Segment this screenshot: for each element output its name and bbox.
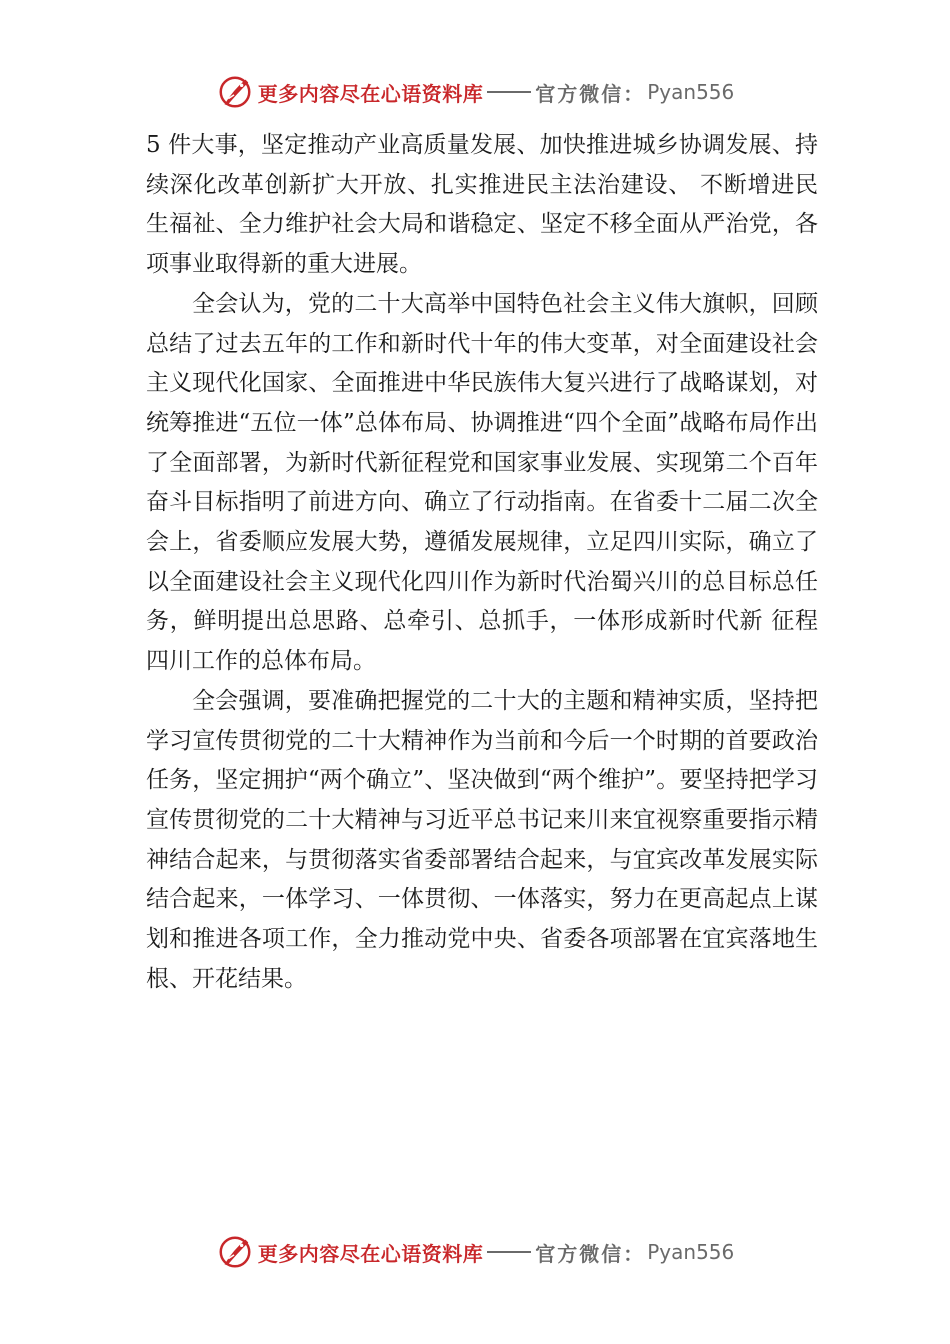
document-body <box>146 126 818 999</box>
pen-nib-circle-logo-icon <box>216 73 254 111</box>
footer-dash-divider <box>487 1251 531 1253</box>
paragraph-1: 5 件大事，坚定推动产业高质量发展、加快推进城乡协调发展、持续深化改革创新扩大开放、扎实推进民主法治建设、 不断增进民生福祉、全力维护社会大局和谐稳定、坚定不移全面从严治党，各项事业取得新的重大进展。 <box>146 132 818 278</box>
footer-wechat-id: Pyan556 <box>647 1240 735 1264</box>
footer-banner <box>0 1232 950 1272</box>
header-banner <box>0 72 950 112</box>
paragraph-2: 全会认为，党的二十大高举中国特色社会主义伟大旗帜，回顾总结了过去五年的工作和新时代十年的伟大变革，对全面建设社会主义现代化国家、全面推进中华民族伟大复兴进行了战略谋划，对统筹推进“五位一体”总体布局、协调推进“四个全面”战略布局作出了全面部署，为新时代新征程党和国家事业发展、实现第二个百年奋斗目标指明了前进方向、确立了行动指南。在省委十二届二次全会上，省委顺应发展大势，遵循发展规律，立足四川实际，确立了以全面建设社会主义现代化四川作为新时代治蜀兴川的总目标总任务，鲜明提出总思路、总牵引、总抓手，一体形成新时代新 征程四川工作的总体布局。 <box>146 290 818 675</box>
footer-slogan: 更多内容尽在心语资料库 <box>257 1241 484 1266</box>
header-wechat-id: Pyan556 <box>647 80 735 104</box>
header-wechat-label: 官方微信： <box>535 81 646 106</box>
pen-nib-circle-logo-icon <box>216 1233 254 1271</box>
paragraph-3: 全会强调，要准确把握党的二十大的主题和精神实质，坚持把学习宣传贯彻党的二十大精神作为当前和今后一个时期的首要政治任务，坚定拥护“两个确立”、坚决做到“两个维护”。要坚持把学习宣传贯彻党的二十大精神与习近平总书记来川来宜视察重要指示精神结合起来，与贯彻落实省委部署结合起来，与宜宾改革发展实际结合起来，一体学习、一体贯彻、一体落实，努力在更高起点上谋划和推进各项工作，全力推动党中央、省委各项部署在宜宾落地生根、开花结果。 <box>146 687 818 992</box>
header-slogan: 更多内容尽在心语资料库 <box>257 81 484 106</box>
footer-wechat-label: 官方微信： <box>535 1241 646 1266</box>
header-dash-divider <box>487 91 531 93</box>
